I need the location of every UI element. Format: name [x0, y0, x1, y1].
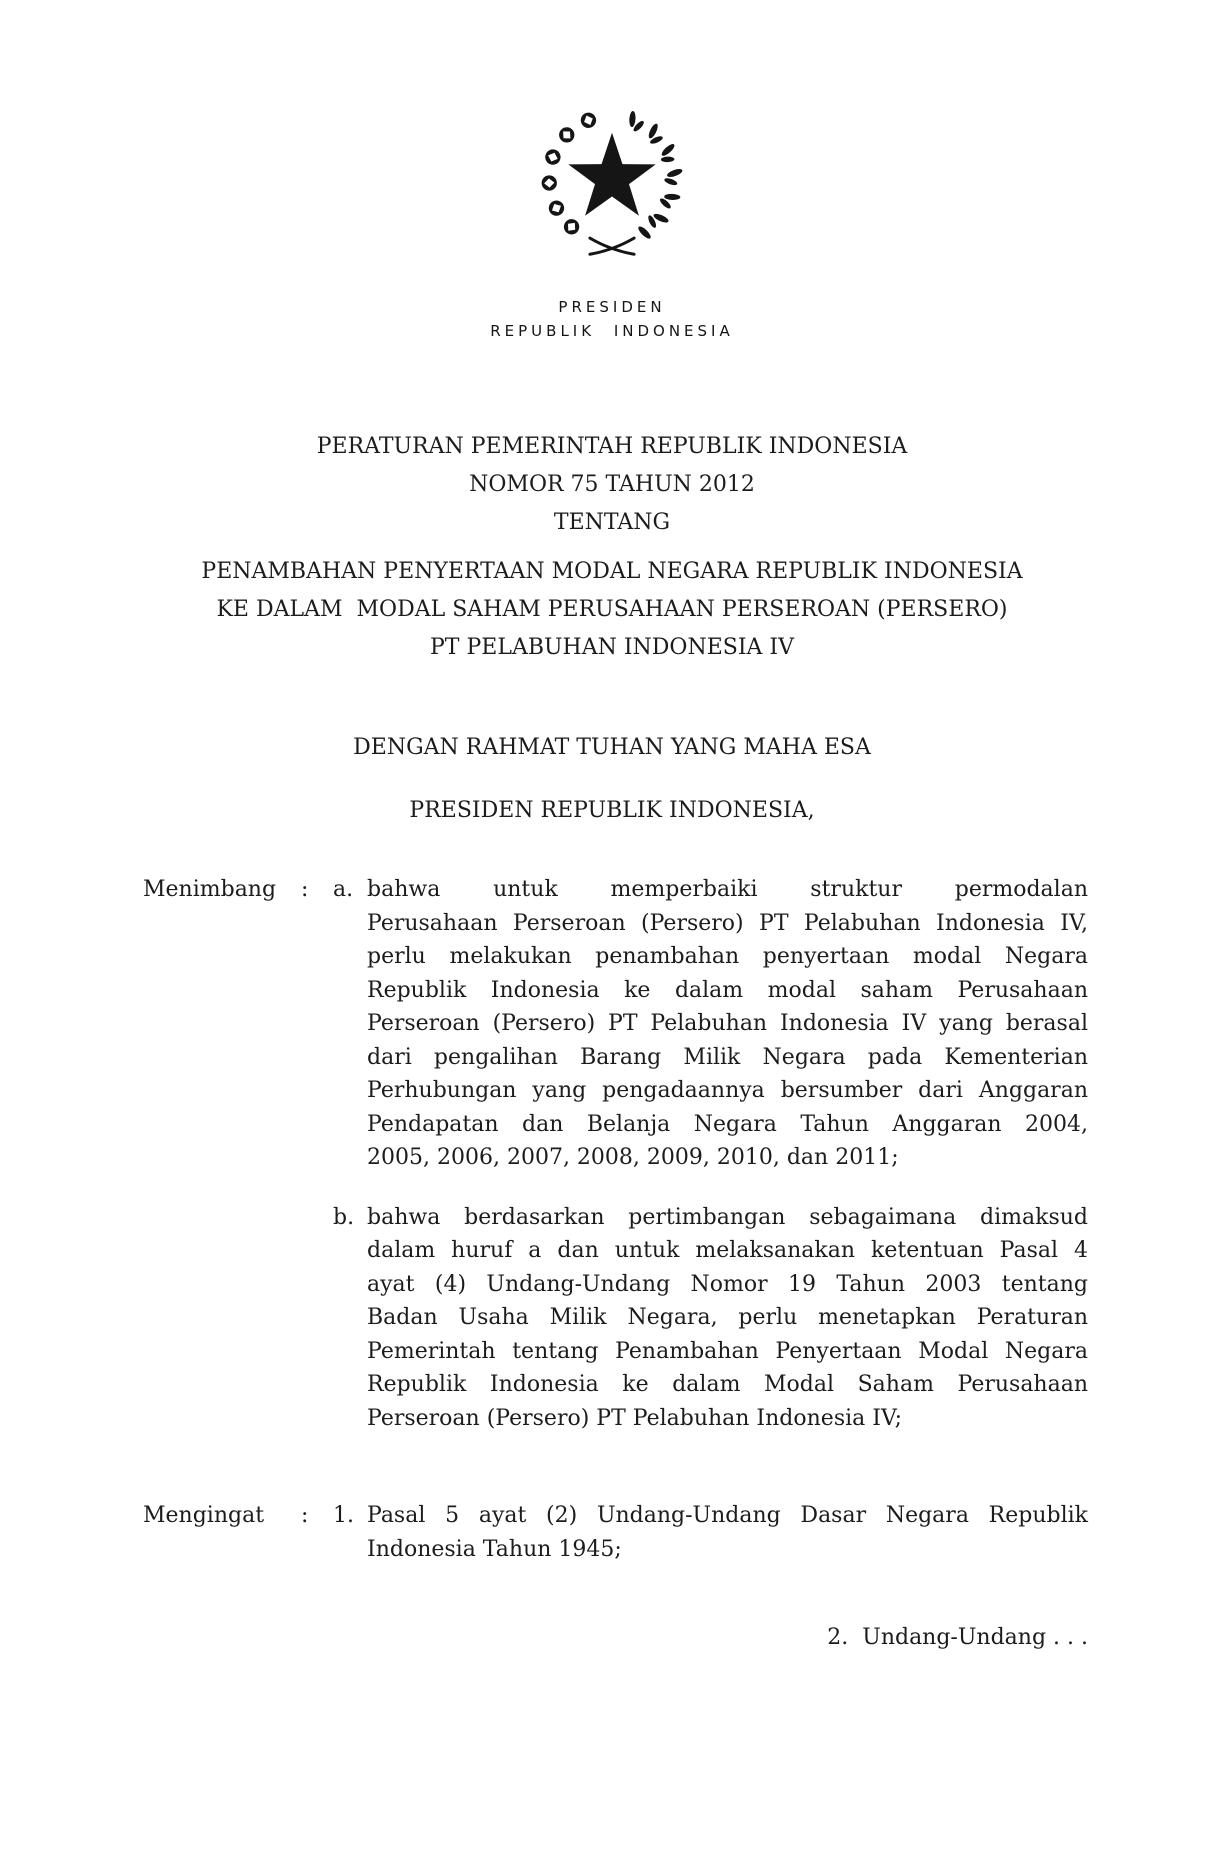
wreath-stems-icon [590, 238, 634, 254]
title-line-number: NOMOR 75 TAHUN 2012 [469, 472, 755, 497]
paragraph-line: Pasal 5 ayat (2) Undang-Undang Dasar Negara Republik [367, 1503, 1088, 1528]
star-icon [568, 133, 655, 216]
paragraph-line: ayat (4) Undang-Undang Nomor 19 Tahun 2003 tentang [367, 1271, 1088, 1297]
letterhead [0, 298, 1224, 340]
considering-item-b-text [367, 1201, 1088, 1436]
item-marker-a: a. [333, 877, 354, 902]
paragraph-line: bahwa untuk memperbaiki struktur permodalan [367, 877, 1088, 902]
paragraph-line: Indonesia Tahun 1945; [367, 1536, 622, 1562]
considering-label-spacer [143, 1201, 301, 1436]
considering-label: Menimbang [143, 877, 277, 902]
paragraph-line: Perusahaan Perseroan (Persero) PT Pelabuhan Indonesia IV, [367, 910, 1088, 936]
paragraph-line: 2005, 2006, 2007, 2008, 2009, 2010, dan 2011; [367, 1145, 899, 1170]
invocation-line: DENGAN RAHMAT TUHAN YANG MAHA ESA [353, 735, 871, 760]
considering-item-a-row [143, 873, 1088, 1175]
title-line-tentang: TENTANG [553, 510, 671, 535]
item-marker-1: 1. [333, 1503, 354, 1528]
presidential-emblem [527, 96, 697, 268]
item-marker-b: b. [333, 1204, 355, 1230]
title-subject-block [0, 553, 1224, 667]
recalling-item-1-row [143, 1499, 1088, 1566]
considering-section [0, 873, 1224, 1435]
paragraph-line: Republik Indonesia ke dalam modal saham Perusahaan [367, 977, 1088, 1003]
considering-item-b-row [143, 1201, 1088, 1436]
paragraph-line: Badan Usaha Milik Negara, perlu menetapkan Peraturan [367, 1305, 1088, 1330]
letterhead-republik-indonesia: REPUBLIK INDONESIA [490, 322, 734, 340]
letterhead-presiden: PRESIDEN [558, 298, 666, 316]
regulation-title [0, 428, 1224, 667]
considering-item-a-text [367, 873, 1088, 1175]
title-line-regulation: PERATURAN PEMERINTAH REPUBLIK INDONESIA [316, 434, 908, 459]
recalling-label: Mengingat [143, 1503, 265, 1528]
recalling-colon: : [301, 1503, 309, 1528]
title-subject-line-3: PT PELABUHAN INDONESIA IV [430, 635, 794, 660]
title-subject-line-2: KE DALAM MODAL SAHAM PERUSAHAAN PERSEROAN (PERSERO) [216, 597, 1008, 622]
paragraph-line: dari pengalihan Barang Milik Negara pada Kementerian [367, 1044, 1088, 1070]
recalling-section [0, 1499, 1224, 1566]
paragraph-line: dalam huruf a dan untuk melaksanakan ketentuan Pasal 4 [367, 1238, 1088, 1263]
recalling-item-1-text [367, 1499, 1088, 1566]
paragraph-line: perlu melakukan penambahan penyertaan modal Negara [367, 944, 1088, 969]
paragraph-line: bahwa berdasarkan pertimbangan sebagaimana dimaksud [367, 1204, 1088, 1230]
title-subject-line-1: PENAMBAHAN PENYERTAAN MODAL NEGARA REPUBLIK INDONESIA [201, 559, 1023, 584]
catchword: 2. Undang-Undang . . . [827, 1625, 1088, 1650]
paragraph-line: Perseroan (Persero) PT Pelabuhan Indonesia IV yang berasal [367, 1011, 1088, 1036]
authority-line: PRESIDEN REPUBLIK INDONESIA, [409, 798, 815, 823]
paragraph-line: Perseroan (Persero) PT Pelabuhan Indonesia IV; [367, 1405, 903, 1431]
star-wreath-emblem-graphic [527, 96, 697, 268]
considering-colon-spacer [301, 1201, 333, 1436]
paragraph-line: Pendapatan dan Belanja Negara Tahun Anggaran 2004, [367, 1111, 1088, 1137]
paragraph-line: Republik Indonesia ke dalam Modal Saham Perusahaan [367, 1372, 1088, 1397]
paragraph-line: Perhubungan yang pengadaannya bersumber dari Anggaran [367, 1078, 1088, 1103]
considering-colon: : [301, 877, 309, 902]
paragraph-line: Pemerintah tentang Penambahan Penyertaan Modal Negara [367, 1338, 1088, 1364]
